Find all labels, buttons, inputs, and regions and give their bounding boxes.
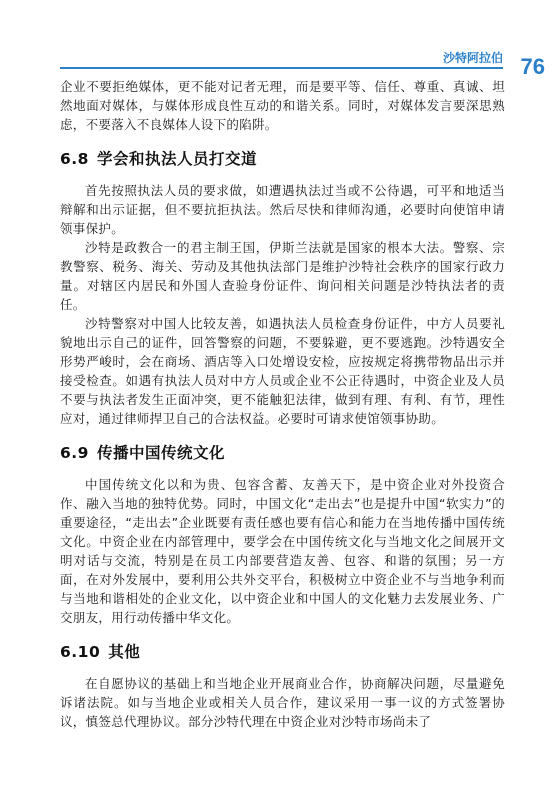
- page-content: [60, 77, 505, 731]
- section-number: 6.9: [60, 444, 89, 462]
- section-number: 6.10: [60, 643, 101, 661]
- section-title: 其他: [108, 643, 141, 661]
- page-header: [0, 0, 559, 80]
- paragraph: 沙特警察对中国人比较友善，如遇执法人员检查身份证件，中方人员要礼貌地出示自己的证件，回答警察的问题，不要躲避，更不要逃跑。沙特遇安全形势严峻时，会在商场、酒店等入口处增设安检，应按规定将携带物品出示并接受检查。如遇有执法人员对中方人员或企业不公正待遇时，中资企业及人员不要与执法者发生正面冲突，更不能触犯法律，做到有理、有利、有节，理性应对，通过律师捍卫自己的合法权益。必要时可请求使馆领事协助。: [60, 316, 505, 426]
- section-title: 传播中国传统文化: [96, 444, 225, 462]
- paragraph: 首先按照执法人员的要求做，如遭遇执法过当或不公待遇，可平和地适当辩解和出示证据，但不要抗拒执法。然后尽快和律师沟通，必要时向使馆申请领事保护。: [60, 183, 505, 236]
- paragraph: 在自愿协议的基础上和当地企业开展商业合作，协商解决问题，尽量避免诉诸法院。如与当地企业或相关人员合作，建议采用一事一议的方式签署协议，慎签总代理协议。部分沙特代理在中资企业对沙特市场尚未了: [60, 676, 505, 729]
- section-heading-6-8: [60, 150, 505, 169]
- intro-paragraph: 企业不要拒绝媒体，更不能对记者无理，而是要平等、信任、尊重、真诚、坦然地面对媒体，与媒体形成良性互动的和谐关系。同时，对媒体发言要深思熟虑，不要落入不良媒体人设下的陷阱。: [60, 79, 505, 132]
- running-header-country: 沙特阿拉伯: [442, 51, 503, 65]
- section-number: 6.8: [60, 150, 89, 168]
- section-heading-6-9: [60, 444, 505, 463]
- section-heading-6-10: [60, 643, 505, 662]
- section-title: 学会和执法人员打交道: [96, 150, 257, 168]
- header-rule: [60, 67, 503, 69]
- paragraph: 中国传统文化以和为贵、包容含蓄、友善天下，是中资企业对外投资合作、融入当地的独特优势。同时，中国文化“走出去”也是提升中国“软实力”的重要途径，“走出去”企业既要有责任感也要有信心和能力在当地传播中国传统文化。中资企业在内部管理中，要学会在中国传统文化与当地文化之间展开文明对话与交流，特别是在员工内部要营造友善、包容、和谐的氛围；另一方面，在对外发展中，要利用公共外交平台，积极树立中资企业不与当地争利而与当地和谐相处的企业文化，以中资企业和中国人的文化魅力去发展业务、广交朋友，用行动传播中华文化。: [60, 477, 505, 625]
- page-number: 76: [520, 54, 545, 79]
- paragraph: 沙特是政教合一的君主制王国，伊斯兰法就是国家的根本大法。警察、宗教警察、税务、海关、劳动及其他执法部门是维护沙特社会秩序的国家行政力量。对辖区内居民和外国人查验身份证件、询问相关问题是沙特执法者的责任。: [60, 240, 505, 312]
